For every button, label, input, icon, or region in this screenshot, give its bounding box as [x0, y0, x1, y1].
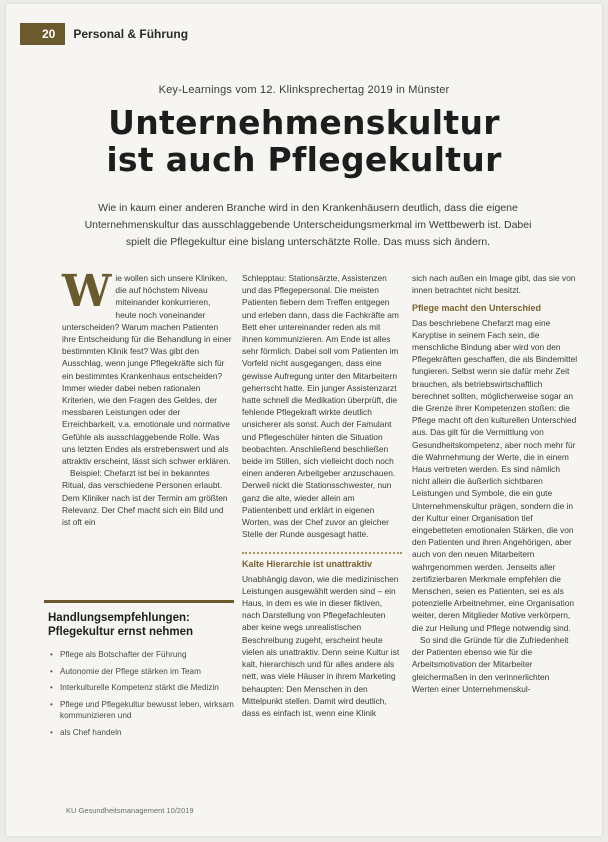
article-lead: Wie in kaum einer anderen Branche wird in den Krankenhäusern deutlich, dass die eigene Unternehmenskultur das ausschlaggebende Unterscheidungsmerkmal im Wettbewerb ist. Dabei spielt die Pflegekultur eine bislang unterschätzte Rolle. Das muss sich ändern. — [84, 202, 532, 248]
paragraph: Beispiel: Chefarzt ist bei in bekanntes Ritual, das verschiedene Personen erlaubt. Dem Kliniker nach ist der Termin am größten Relevanz. Der Chef macht sich ein Bild und ist oft ein — [62, 468, 228, 528]
text-column-1 — [62, 266, 232, 528]
subheading: Kalte Hierarchie ist unattraktiv — [242, 552, 402, 570]
list-item: • Autonomie der Pflege stärken im Team — [50, 666, 234, 678]
list-item: • als Chef handeln — [50, 727, 234, 739]
text-column-3 — [412, 272, 578, 695]
list-item: • Pflege und Pflegekultur bewusst leben, wirksam kommunizieren und — [50, 699, 234, 722]
paragraph: Das beschriebene Chefarzt mag eine Karyptise in seinem Fach sein, die menschliche Bindung aber wird von den Pflegekräften geschaffen, die als Bindemittel fungieren. Selbst wenn sie dafür mehr Zeit brauchen, als betriebswirtschaftlich berechnet sollten, möglicherweise sogar an die Grenze ihrer Kompetenzen stoßen: die Pflege macht oft den kulturellen Unterschied aus. Das gilt für die Vermittlung von Gesundheitskompetenz, aber noch mehr für die Wahrnehmung der Werte, die in einem Haus vertreten werden. Es sind nämlich nicht allein die äußerlich sichtbaren Leistungen und Symbole, die ein gute Unternehmenskultur prägen, sondern die in der Kultur einer Organisation tief eingebetteten emotionalen Stärken, die von den Patienten und ihren Angehörigen, aber auch von den neuen Mitarbeitern wahrgenommen werden. Jenseits aller zertifizierbaren Merkmale empfehlen die Menschen, seien es Patienten, sei es als potenzielle Arbeitnehmer, eine Organisation weiter, deren Mitglieder Motive verkörpern, die zur Heilung und Pflege notwendig sind. — [412, 317, 578, 633]
subheading: Pflege macht den Unterschied — [412, 303, 542, 314]
page-footer: KU Gesundheitsmanagement 10/2019 — [66, 806, 194, 815]
paragraph: Unabhängig davon, wie die medizinischen Leistungen ausgewählt werden sind – ein Haus, in dem es wie in dieser fiktiven, nach Darstellung von Pflegefachleuten aber keine wegs unrealistischen Beschreibung zugeht, erscheint heute vielen als unattraktiv. Denn seine Kultur ist kalt, hierarchisch und für alles andere als nett, was viele Häuser in ihrem Marketing behaupten: Den Menschen in den Mittelpunkt stellen. Damit wird deutlich, dass es einfach ist, wenn eine Klinik — [242, 573, 400, 718]
paragraph: So sind die Gründe für die Zufriedenheit der Patienten ebenso wie für die Arbeitsmotivation der Mitarbeiter gleichermaßen in den verinnerlichten Werten einer Unternehmenskul- — [412, 634, 569, 694]
list-item: • Pflege als Botschafter der Führung — [50, 649, 234, 661]
article-kicker: Key-Learnings vom 12. Klinksprechertag 2019 in Münster — [158, 84, 450, 96]
paragraph: sich nach außen ein Image gibt, das sie von innen betrachtet nicht besitzt. — [412, 273, 576, 296]
title-line-2: ist auch Pflegekultur — [106, 140, 502, 179]
recommendations-list — [50, 649, 234, 738]
title-line-1: Unternehmenskultur — [108, 103, 500, 142]
page-header — [20, 22, 188, 46]
section-title: Personal & Führung — [73, 27, 189, 41]
text-column-2 — [242, 272, 402, 719]
box-title-line-2: Pflegekultur ernst nehmen — [48, 626, 194, 638]
list-item: • Interkulturelle Kompetenz stärkt die Medizin — [50, 682, 234, 694]
paragraph: ie wollen sich unsere Kliniken, die auf höchstem Niveau miteinander konkurrieren, heute noch voneinander unterscheiden? Warum machen Patienten ihre Entscheidung für die Behandlung in einer bestimmten Klinik fest? Was gibt den Ausschlag, wenn junge Pflegekräfte sich für ein bestimmtes Krankenhaus entscheiden? Immer wieder dabei neben rationalen Kriterien, wie den Fragen des Geldes, der messbaren Leistungen oder der Erreichbarkeit, v.a. emotionale und normative Gefühle als ausschlaggebende Rolle. Was uns letzten Endes als erstrebenswert und als attraktiv erscheint, lässt sich schwer erklären. — [62, 273, 232, 467]
magazine-page — [6, 4, 602, 836]
recommendations-box — [44, 600, 234, 783]
page-number: 20 — [20, 23, 65, 45]
drop-cap: W — [62, 266, 112, 317]
box-title-line-1: Handlungsempfehlungen: — [48, 612, 190, 624]
box-title — [48, 611, 234, 639]
article-title — [6, 104, 602, 178]
paragraph: Schlepptau: Stationsärzte, Assistenzen und das Pflegepersonal. Die meisten Patienten fiebern dem Treffen entgegen und erleben dann, dass die Fachkräfte am Bett eher untereinander reden als mit ihnen kommunizieren. Am Ende ist alles sehr förmlich. Dabei soll vom Patienten im Vorfeld nicht ausgegangen, dass eine gewisse Aufregung unter den Mitarbeitern geherrscht hatte. Ein junger Assistenzarzt hatte schnell die Medikation überprüft, die fehlende Pflegekraft wirkte deutlich unsicherer als sonst. Auch der Famulant und Pflegeschüler hinten die Situation beobachten. Anschließend beschließen beide im Stillen, sich vielleicht doch noch einen anderen Arbeitgeber anzuschauen. Derweil nickt die Stationsschwester, nun ganz die alte, wieder allein am Patientenbett und erklärt in eigenen Worten, was der Chef zuvor an gleicher Stelle der Runde ausgesagt hatte. — [242, 273, 399, 540]
